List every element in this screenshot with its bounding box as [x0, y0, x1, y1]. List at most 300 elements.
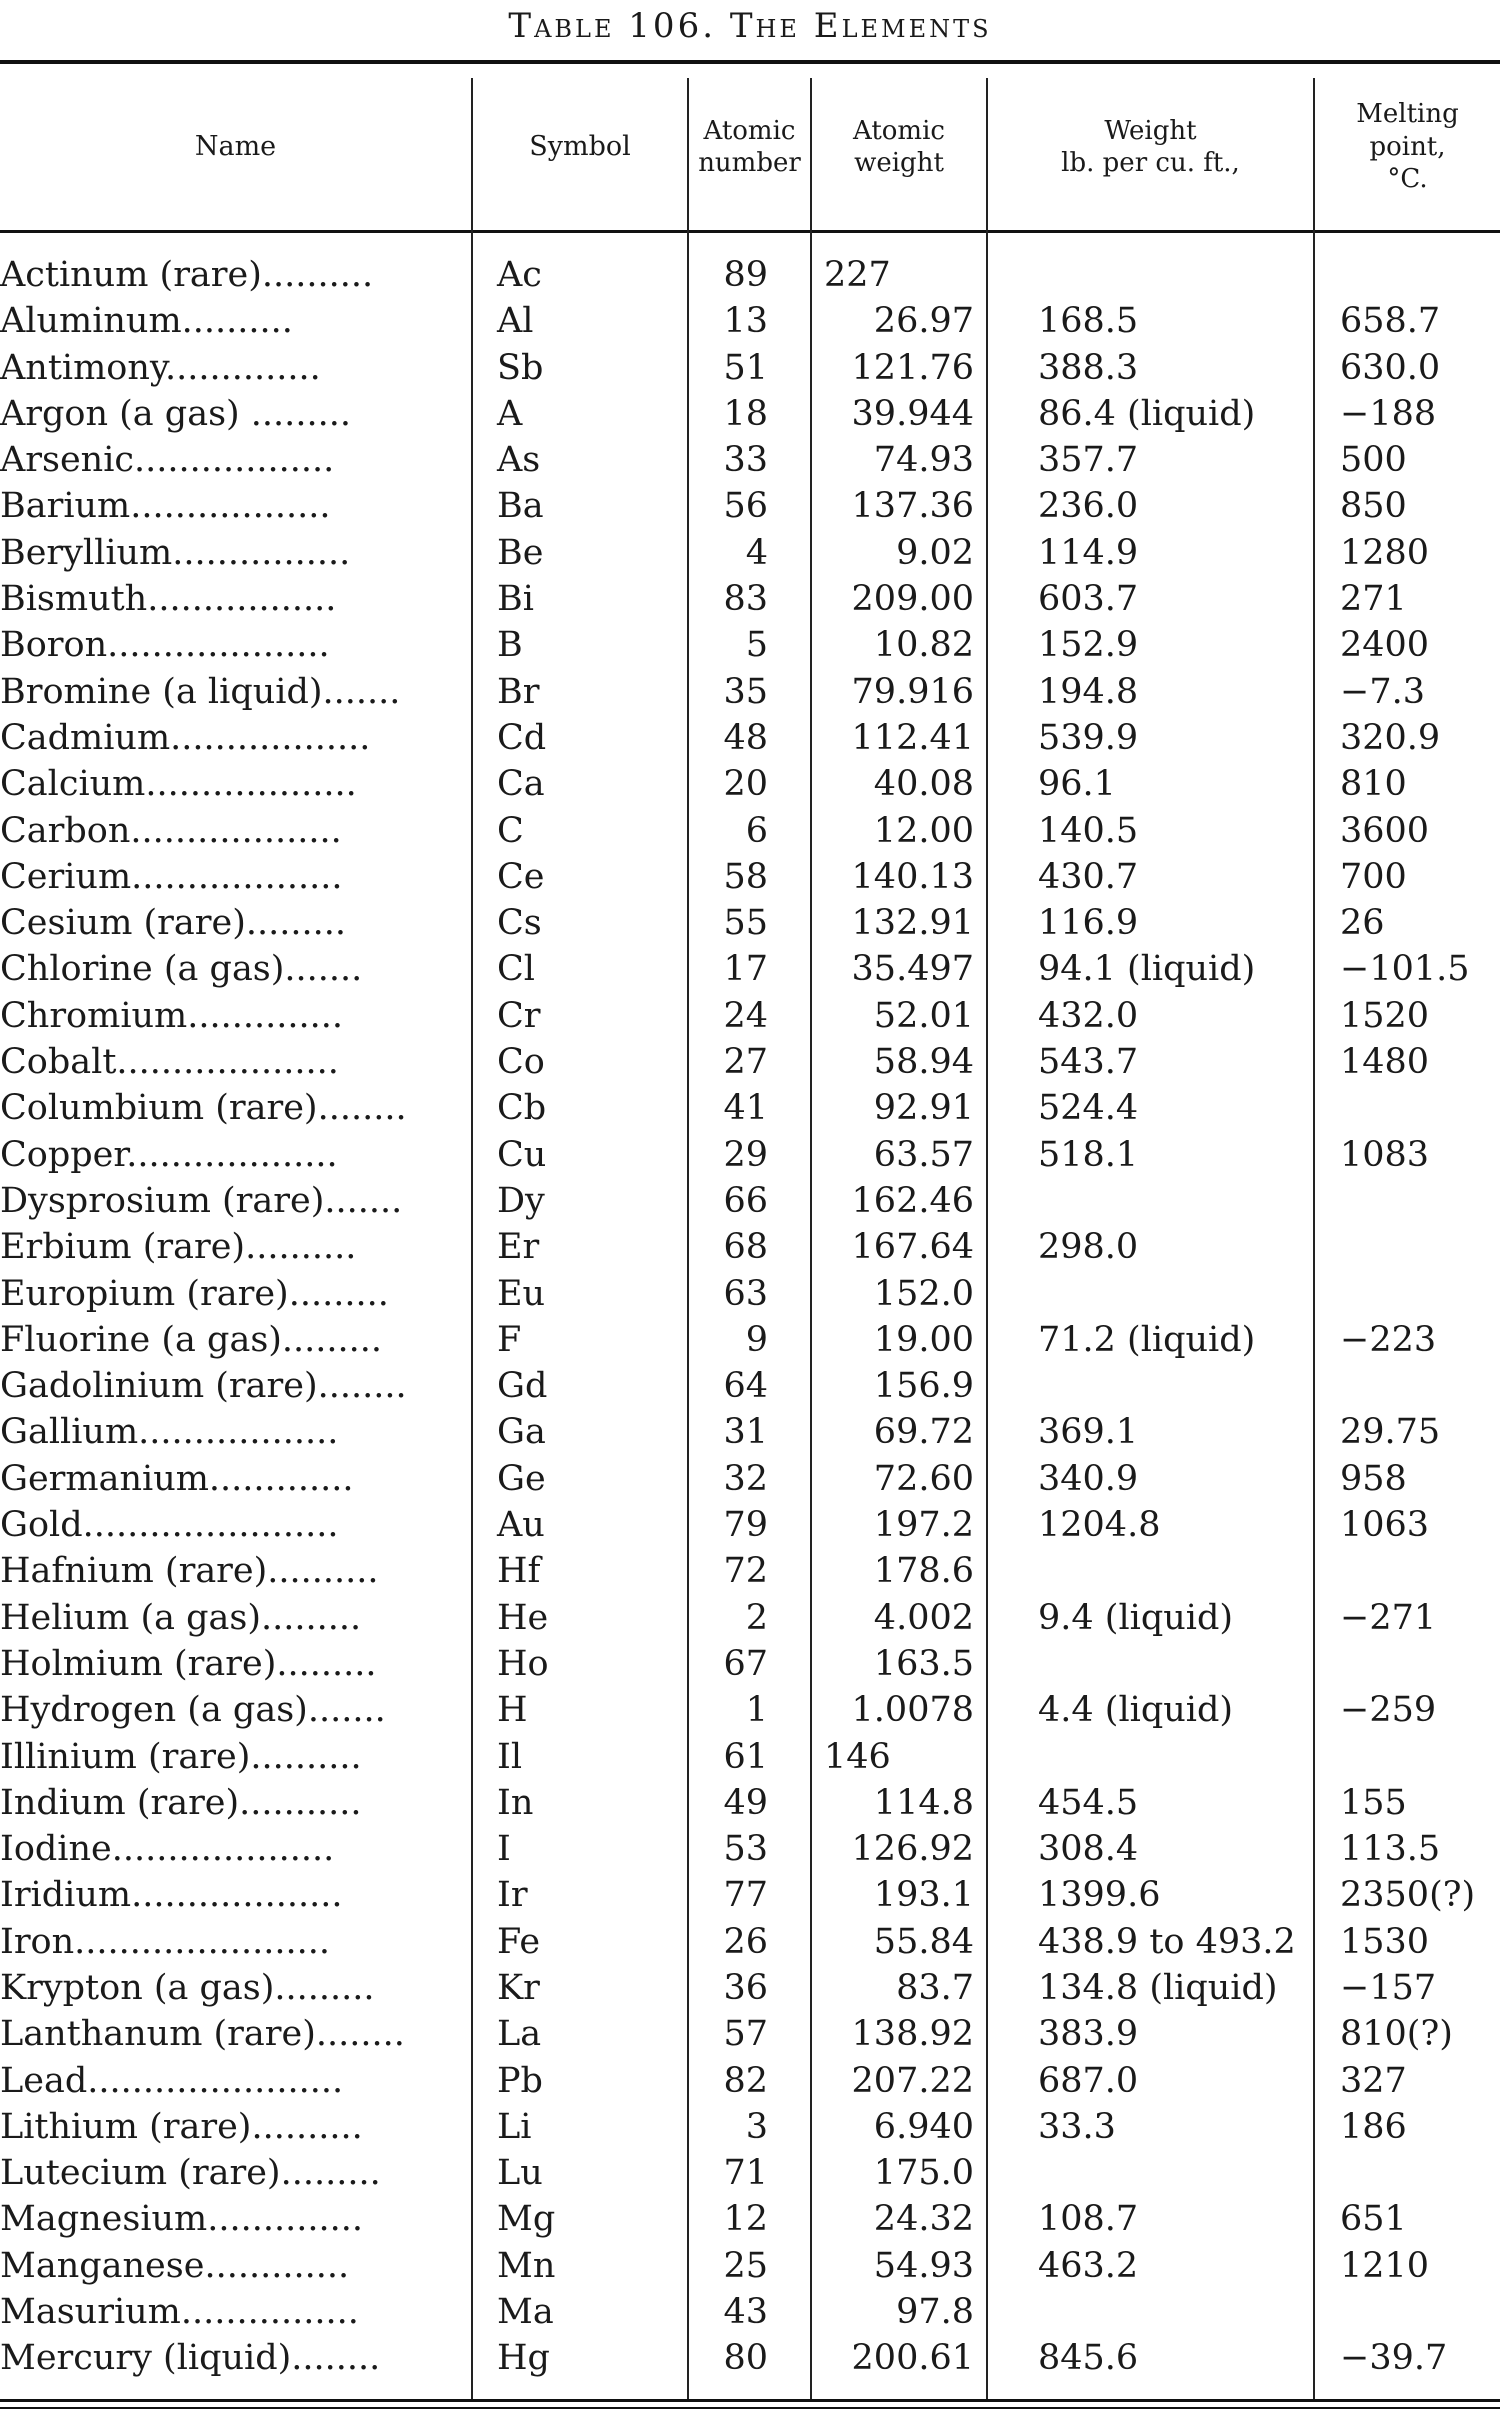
density-value: 430.7 [1038, 856, 1139, 897]
density-value: 194.8 [1038, 671, 1139, 712]
element-name: Boron.................... [0, 625, 330, 666]
table-row [0, 298, 1500, 344]
density-value: 518.1 [1038, 1134, 1139, 1175]
element-symbol: Br [497, 671, 540, 712]
melting-point: 850 [1340, 486, 1407, 527]
table-row [0, 1595, 1500, 1641]
density-value: 1399.6 [1038, 1875, 1161, 1916]
element-name: Indium (rare)........... [0, 1782, 362, 1823]
density-value: 71.2 (liquid) [1038, 1319, 1256, 1360]
melting-point: 2350(?) [1340, 1875, 1476, 1916]
atomic-number: 48 [723, 717, 768, 758]
atomic-weight: 175.0 [873, 2153, 974, 2194]
table-row [0, 2289, 1500, 2335]
element-name: Barium.................. [0, 486, 331, 527]
table-row [0, 946, 1500, 992]
element-name: Hydrogen (a gas)....... [0, 1690, 386, 1731]
element-symbol: He [497, 1597, 549, 1638]
atomic-weight: 74.93 [873, 440, 974, 481]
table-row [0, 808, 1500, 854]
density-value: 539.9 [1038, 717, 1139, 758]
table-row [0, 1826, 1500, 1872]
element-symbol: A [497, 393, 523, 434]
element-symbol: Ga [497, 1412, 546, 1453]
atomic-weight: 69.72 [873, 1412, 974, 1453]
element-symbol: Dy [497, 1180, 545, 1221]
table-row [0, 1271, 1500, 1317]
melting-point: −188 [1340, 393, 1437, 434]
atomic-weight: 207.22 [851, 2060, 974, 2101]
table-title [0, 6, 1500, 46]
element-symbol: Ma [497, 2292, 554, 2333]
element-name: Lanthanum (rare)........ [0, 2014, 405, 2055]
element-symbol: Be [497, 532, 544, 573]
header-melting-point: Melting point, °C. [1356, 99, 1459, 195]
atomic-number: 43 [723, 2292, 768, 2333]
header-weight: Weight lb. per cu. ft., [1061, 115, 1240, 178]
table-row [0, 345, 1500, 391]
element-name: Cerium................... [0, 856, 343, 897]
element-name: Argon (a gas) ......... [0, 393, 351, 434]
table-row [0, 252, 1500, 298]
element-symbol: Cb [497, 1088, 547, 1129]
element-name: Cobalt.................... [0, 1042, 339, 1083]
atomic-weight: 9.02 [896, 532, 974, 573]
element-symbol: Au [497, 1505, 545, 1546]
melting-point: 3600 [1340, 810, 1430, 851]
atomic-number: 89 [723, 255, 768, 295]
density-value: 140.5 [1038, 810, 1139, 851]
melting-point: 113.5 [1340, 1829, 1441, 1870]
table-row [0, 437, 1500, 483]
table-row [0, 1085, 1500, 1131]
element-name: Aluminum.......... [0, 301, 293, 342]
atomic-number: 32 [723, 1458, 768, 1499]
table-row [0, 2243, 1500, 2289]
atomic-number: 31 [723, 1412, 768, 1453]
atomic-number: 82 [723, 2060, 768, 2101]
element-name: Gold....................... [0, 1505, 339, 1546]
table-row [0, 576, 1500, 622]
atomic-number: 27 [723, 1042, 768, 1083]
density-value: 114.9 [1038, 532, 1139, 573]
element-name: Gallium.................. [0, 1412, 339, 1453]
melting-point: −39.7 [1340, 2338, 1448, 2379]
atomic-weight: 163.5 [873, 1643, 974, 1684]
atomic-number: 20 [723, 764, 768, 805]
header-rule [0, 230, 1500, 233]
element-name: Iridium................... [0, 1875, 343, 1916]
element-symbol: F [497, 1319, 522, 1360]
table-row [0, 1409, 1500, 1455]
table-row [0, 761, 1500, 807]
density-value: 308.4 [1038, 1829, 1139, 1870]
element-symbol: H [497, 1690, 528, 1731]
element-symbol: Sb [497, 347, 544, 388]
melting-point: 186 [1340, 2106, 1407, 2147]
header-symbol: Symbol [529, 131, 631, 163]
density-value: 9.4 (liquid) [1038, 1597, 1234, 1638]
atomic-number: 67 [723, 1643, 768, 1684]
atomic-number: 9 [745, 1319, 768, 1360]
element-name: Hafnium (rare).......... [0, 1551, 379, 1592]
atomic-number: 3 [745, 2106, 768, 2147]
bottom-rule-thin [0, 2407, 1500, 2409]
element-name: Fluorine (a gas)......... [0, 1319, 383, 1360]
table-row [0, 483, 1500, 529]
element-name: Lead....................... [0, 2060, 344, 2101]
melting-point: 1480 [1340, 1042, 1430, 1083]
atomic-weight: 138.92 [851, 2014, 974, 2055]
atomic-number: 26 [723, 1921, 768, 1962]
melting-point: 630.0 [1340, 347, 1441, 388]
table-row [0, 1456, 1500, 1502]
atomic-number: 56 [723, 486, 768, 527]
element-name: Erbium (rare).......... [0, 1227, 357, 1268]
element-name: Krypton (a gas)......... [0, 1967, 375, 2008]
atomic-number: 49 [723, 1782, 768, 1823]
atomic-number: 13 [723, 301, 768, 342]
atomic-weight: 112.41 [851, 717, 974, 758]
density-value: 298.0 [1038, 1227, 1139, 1268]
atomic-number: 79 [723, 1505, 768, 1546]
atomic-weight: 126.92 [851, 1829, 974, 1870]
atomic-number: 51 [723, 347, 768, 388]
table-row [0, 1965, 1500, 2011]
element-name: Gadolinium (rare)........ [0, 1366, 407, 1407]
atomic-weight: 83.7 [896, 1967, 974, 2008]
element-symbol: Il [497, 1736, 523, 1777]
density-value: 357.7 [1038, 440, 1139, 481]
density-value: 152.9 [1038, 625, 1139, 666]
density-value: 1204.8 [1038, 1505, 1161, 1546]
melting-point: 320.9 [1340, 717, 1441, 758]
element-name: Carbon................... [0, 810, 342, 851]
atomic-number: 33 [723, 440, 768, 481]
melting-point: 1530 [1340, 1921, 1430, 1962]
atomic-weight: 1.0078 [851, 1690, 974, 1731]
density-value: 543.7 [1038, 1042, 1139, 1083]
melting-point: 29.75 [1340, 1412, 1441, 1453]
atomic-number: 25 [723, 2245, 768, 2286]
element-name: Chromium.............. [0, 995, 343, 1036]
atomic-number: 41 [723, 1088, 768, 1129]
melting-point: −259 [1340, 1690, 1437, 1731]
melting-point: 155 [1340, 1782, 1407, 1823]
element-symbol: Lu [497, 2153, 543, 2194]
density-value: 388.3 [1038, 347, 1139, 388]
element-name: Illinium (rare).......... [0, 1736, 362, 1777]
element-symbol: Cr [497, 995, 541, 1036]
atomic-weight: 63.57 [873, 1134, 974, 1175]
element-symbol: Ce [497, 856, 545, 897]
atomic-weight: 178.6 [873, 1551, 974, 1592]
melting-point: 810(?) [1340, 2014, 1453, 2055]
atomic-number: 2 [745, 1597, 768, 1638]
table-row [0, 530, 1500, 576]
element-symbol: Mn [497, 2245, 556, 2286]
atomic-weight: 209.00 [851, 579, 974, 620]
element-name: Calcium................... [0, 764, 357, 805]
element-name: Manganese............. [0, 2245, 350, 2286]
atomic-number: 29 [723, 1134, 768, 1175]
atomic-number: 4 [745, 532, 768, 573]
melting-point: 700 [1340, 856, 1407, 897]
atomic-weight: 26.97 [873, 301, 974, 342]
element-name: Bromine (a liquid)....... [0, 671, 401, 712]
density-value: 86.4 (liquid) [1038, 393, 1256, 434]
element-name: Masurium................ [0, 2292, 359, 2333]
melting-point: 26 [1340, 903, 1385, 944]
element-symbol: Hg [497, 2338, 550, 2379]
table-row [0, 1872, 1500, 1918]
melting-point: 1063 [1340, 1505, 1430, 1546]
atomic-number: 71 [723, 2153, 768, 2194]
atomic-weight: 156.9 [873, 1366, 974, 1407]
melting-point: 651 [1340, 2199, 1407, 2240]
table-row [0, 2011, 1500, 2057]
atomic-weight: 39.944 [851, 393, 974, 434]
atomic-number: 18 [723, 393, 768, 434]
atomic-number: 77 [723, 1875, 768, 1916]
atomic-number: 58 [723, 856, 768, 897]
atomic-number: 83 [723, 579, 768, 620]
element-symbol: Cs [497, 903, 542, 944]
atomic-weight: 79.916 [851, 671, 974, 712]
atomic-weight: 72.60 [873, 1458, 974, 1499]
table-row [0, 1734, 1500, 1780]
element-symbol: As [497, 440, 541, 481]
atomic-number: 24 [723, 995, 768, 1036]
element-symbol: Eu [497, 1273, 546, 1314]
element-symbol: In [497, 1782, 534, 1823]
melting-point: −157 [1340, 1967, 1437, 2008]
element-name: Copper................... [0, 1134, 338, 1175]
melting-point: −101.5 [1340, 949, 1470, 990]
melting-point: 1083 [1340, 1134, 1430, 1175]
density-value: 340.9 [1038, 1458, 1139, 1499]
element-name: Columbium (rare)........ [0, 1088, 407, 1129]
density-value: 383.9 [1038, 2014, 1139, 2055]
melting-point: 658.7 [1340, 301, 1441, 342]
density-value: 168.5 [1038, 301, 1139, 342]
atomic-number: 1 [745, 1690, 768, 1731]
element-symbol: Kr [497, 1967, 540, 2008]
atomic-weight: 52.01 [873, 995, 974, 1036]
density-value: 438.9 to 493.2 [1038, 1921, 1296, 1962]
table-row [0, 2196, 1500, 2242]
density-value: 432.0 [1038, 995, 1139, 1036]
atomic-weight: 193.1 [873, 1875, 974, 1916]
element-name: Arsenic.................. [0, 440, 335, 481]
atomic-weight: 40.08 [873, 764, 974, 805]
element-symbol: Cl [497, 949, 535, 990]
table-row [0, 1548, 1500, 1594]
atomic-weight: 167.64 [851, 1227, 974, 1268]
density-value: 687.0 [1038, 2060, 1139, 2101]
atomic-weight: 10.82 [873, 625, 974, 666]
atomic-weight: 121.76 [851, 347, 974, 388]
bottom-rule [0, 2399, 1500, 2402]
atomic-number: 53 [723, 1829, 768, 1870]
element-name: Beryllium................ [0, 532, 351, 573]
density-value: 96.1 [1038, 764, 1116, 805]
density-value: 4.4 (liquid) [1038, 1690, 1234, 1731]
melting-point: 1210 [1340, 2245, 1430, 2286]
atomic-number: 64 [723, 1366, 768, 1407]
element-name: Actinum (rare).......... [0, 255, 374, 295]
atomic-weight: 132.91 [851, 903, 974, 944]
table-row [0, 2335, 1500, 2381]
element-symbol: C [497, 810, 524, 851]
table-row [0, 1780, 1500, 1826]
element-symbol: Ge [497, 1458, 546, 1499]
melting-point: 327 [1340, 2060, 1407, 2101]
element-name: Lithium (rare).......... [0, 2106, 363, 2147]
table-row [0, 669, 1500, 715]
atomic-number: 57 [723, 2014, 768, 2055]
density-value: 524.4 [1038, 1088, 1139, 1129]
table-row [0, 1363, 1500, 1409]
table-row [0, 1641, 1500, 1687]
atomic-weight: 200.61 [851, 2338, 974, 2379]
atomic-number: 72 [723, 1551, 768, 1592]
atomic-weight: 137.36 [851, 486, 974, 527]
table-row [0, 715, 1500, 761]
table-row [0, 622, 1500, 668]
atomic-weight: 58.94 [873, 1042, 974, 1083]
table-body [0, 252, 1500, 2382]
density-value: 116.9 [1038, 903, 1139, 944]
element-symbol: Al [497, 301, 534, 342]
element-name: Iodine.................... [0, 1829, 335, 1870]
melting-point: 1280 [1340, 532, 1430, 573]
element-symbol: Er [497, 1227, 540, 1268]
table-row [0, 2058, 1500, 2104]
element-symbol: Ac [497, 255, 542, 295]
table-row [0, 1132, 1500, 1178]
element-symbol: Ba [497, 486, 544, 527]
atomic-weight: 12.00 [873, 810, 974, 851]
atomic-weight: 146 [824, 1736, 891, 1777]
table-row [0, 993, 1500, 1039]
atomic-weight: 114.8 [873, 1782, 974, 1823]
element-name: Mercury (liquid)........ [0, 2338, 381, 2379]
atomic-weight: 55.84 [873, 1921, 974, 1962]
table-caption: The Elements [729, 6, 992, 46]
atomic-number: 35 [723, 671, 768, 712]
table-row [0, 1224, 1500, 1270]
density-value: 108.7 [1038, 2199, 1139, 2240]
density-value: 94.1 (liquid) [1038, 949, 1256, 990]
element-symbol: B [497, 625, 523, 666]
atomic-weight: 54.93 [873, 2245, 974, 2286]
element-name: Iron....................... [0, 1921, 331, 1962]
atomic-number: 12 [723, 2199, 768, 2240]
element-name: Chlorine (a gas)....... [0, 949, 363, 990]
melting-point: −271 [1340, 1597, 1437, 1638]
atomic-weight: 92.91 [873, 1088, 974, 1129]
atomic-weight: 152.0 [873, 1273, 974, 1314]
table-row [0, 854, 1500, 900]
melting-point: 810 [1340, 764, 1407, 805]
density-value: 845.6 [1038, 2338, 1139, 2379]
atomic-weight: 227 [824, 255, 891, 295]
density-value: 236.0 [1038, 486, 1139, 527]
atomic-weight: 24.32 [873, 2199, 974, 2240]
table-row [0, 2104, 1500, 2150]
table-row [0, 1317, 1500, 1363]
melting-point: 958 [1340, 1458, 1407, 1499]
atomic-weight: 162.46 [851, 1180, 974, 1221]
element-symbol: Ir [497, 1875, 528, 1916]
header-atomic-number: Atomic number [698, 115, 801, 178]
element-symbol: Li [497, 2106, 532, 2147]
density-value: 369.1 [1038, 1412, 1139, 1453]
element-name: Bismuth................. [0, 579, 337, 620]
element-symbol: Ca [497, 764, 545, 805]
table-row [0, 1178, 1500, 1224]
element-symbol: I [497, 1829, 511, 1870]
element-name: Helium (a gas)......... [0, 1597, 362, 1638]
element-symbol: Fe [497, 1921, 541, 1962]
melting-point: 1520 [1340, 995, 1430, 1036]
table-row [0, 1502, 1500, 1548]
atomic-number: 68 [723, 1227, 768, 1268]
melting-point: −223 [1340, 1319, 1437, 1360]
element-name: Magnesium.............. [0, 2199, 364, 2240]
element-name: Cesium (rare)......... [0, 903, 346, 944]
table-row [0, 1919, 1500, 1965]
element-name: Antimony.............. [0, 347, 321, 388]
element-name: Cadmium.................. [0, 717, 371, 758]
atomic-weight: 4.002 [873, 1597, 974, 1638]
melting-point: 2400 [1340, 625, 1430, 666]
element-name: Holmium (rare)......... [0, 1643, 377, 1684]
atomic-number: 6 [745, 810, 768, 851]
element-symbol: Mg [497, 2199, 556, 2240]
atomic-weight: 19.00 [873, 1319, 974, 1360]
melting-point: −7.3 [1340, 671, 1425, 712]
melting-point: 271 [1340, 579, 1407, 620]
element-name: Lutecium (rare)......... [0, 2153, 381, 2194]
element-symbol: Hf [497, 1551, 541, 1592]
element-symbol: Cd [497, 717, 547, 758]
atomic-number: 55 [723, 903, 768, 944]
table-row [0, 1687, 1500, 1733]
atomic-number: 80 [723, 2338, 768, 2379]
element-symbol: Cu [497, 1134, 547, 1175]
element-symbol: Pb [497, 2060, 543, 2101]
element-symbol: Ho [497, 1643, 549, 1684]
element-symbol: La [497, 2014, 542, 2055]
table-number: Table 106. [508, 6, 717, 46]
element-name: Dysprosium (rare)....... [0, 1180, 403, 1221]
density-value: 454.5 [1038, 1782, 1139, 1823]
atomic-number: 17 [723, 949, 768, 990]
atomic-weight: 97.8 [896, 2292, 974, 2333]
header-atomic-weight: Atomic weight [853, 115, 945, 178]
density-value: 463.2 [1038, 2245, 1139, 2286]
table-row [0, 391, 1500, 437]
density-value: 33.3 [1038, 2106, 1116, 2147]
atomic-weight: 140.13 [851, 856, 974, 897]
element-name: Germanium............. [0, 1458, 354, 1499]
table-row [0, 1039, 1500, 1085]
element-symbol: Gd [497, 1366, 548, 1407]
element-symbol: Bi [497, 579, 534, 620]
atomic-weight: 35.497 [851, 949, 974, 990]
